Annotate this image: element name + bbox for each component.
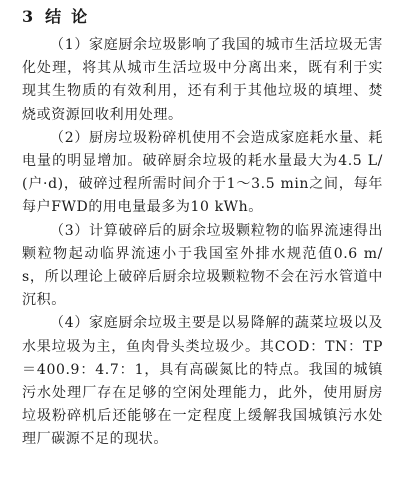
section-heading [22, 6, 383, 28]
section-title: 结论 [45, 7, 98, 26]
conclusion-paragraph-1: （1）家庭厨余垃圾影响了我国的城市生活垃圾无害化处理，将其从城市生活垃圾中分离出来，既有利于实现其生物质的有效利用，还有利于其他垃圾的填埋、焚烧或资源回收利用处理。 [22, 37, 383, 123]
conclusion-paragraph-4: （4）家庭厨余垃圾主要是以易降解的蔬菜垃圾以及水果垃圾为主，鱼肉骨头类垃圾少。其COD：TN：TP＝400.9：4.7：1，具有高碳氮比的特点。我国的城镇污水处理厂存在足够的空闲处理能力，此外，使用厨房垃圾粉碎机后还能够在一定程度上缓解我国城镇污水处理厂碳源不足的现状。 [22, 315, 383, 448]
section-number: 3 [22, 7, 34, 26]
conclusion-paragraph-2: （2）厨房垃圾粉碎机使用不会造成家庭耗水量、耗电量的明显增加。破碎厨余垃圾的耗水量最大为4.5 L/(户·d)，破碎过程所需时间介于1～3.5 min之间，每年每户FWD的用电量最多为10 kWh。 [22, 129, 383, 216]
conclusion-paragraph-3: （3）计算破碎后的厨余垃圾颗粒物的临界流速得出颗粒物起动临界流速小于我国室外排水规范值0.6 m/s，所以理论上破碎后厨余垃圾颗粒物不会在污水管道中沉积。 [22, 222, 383, 309]
